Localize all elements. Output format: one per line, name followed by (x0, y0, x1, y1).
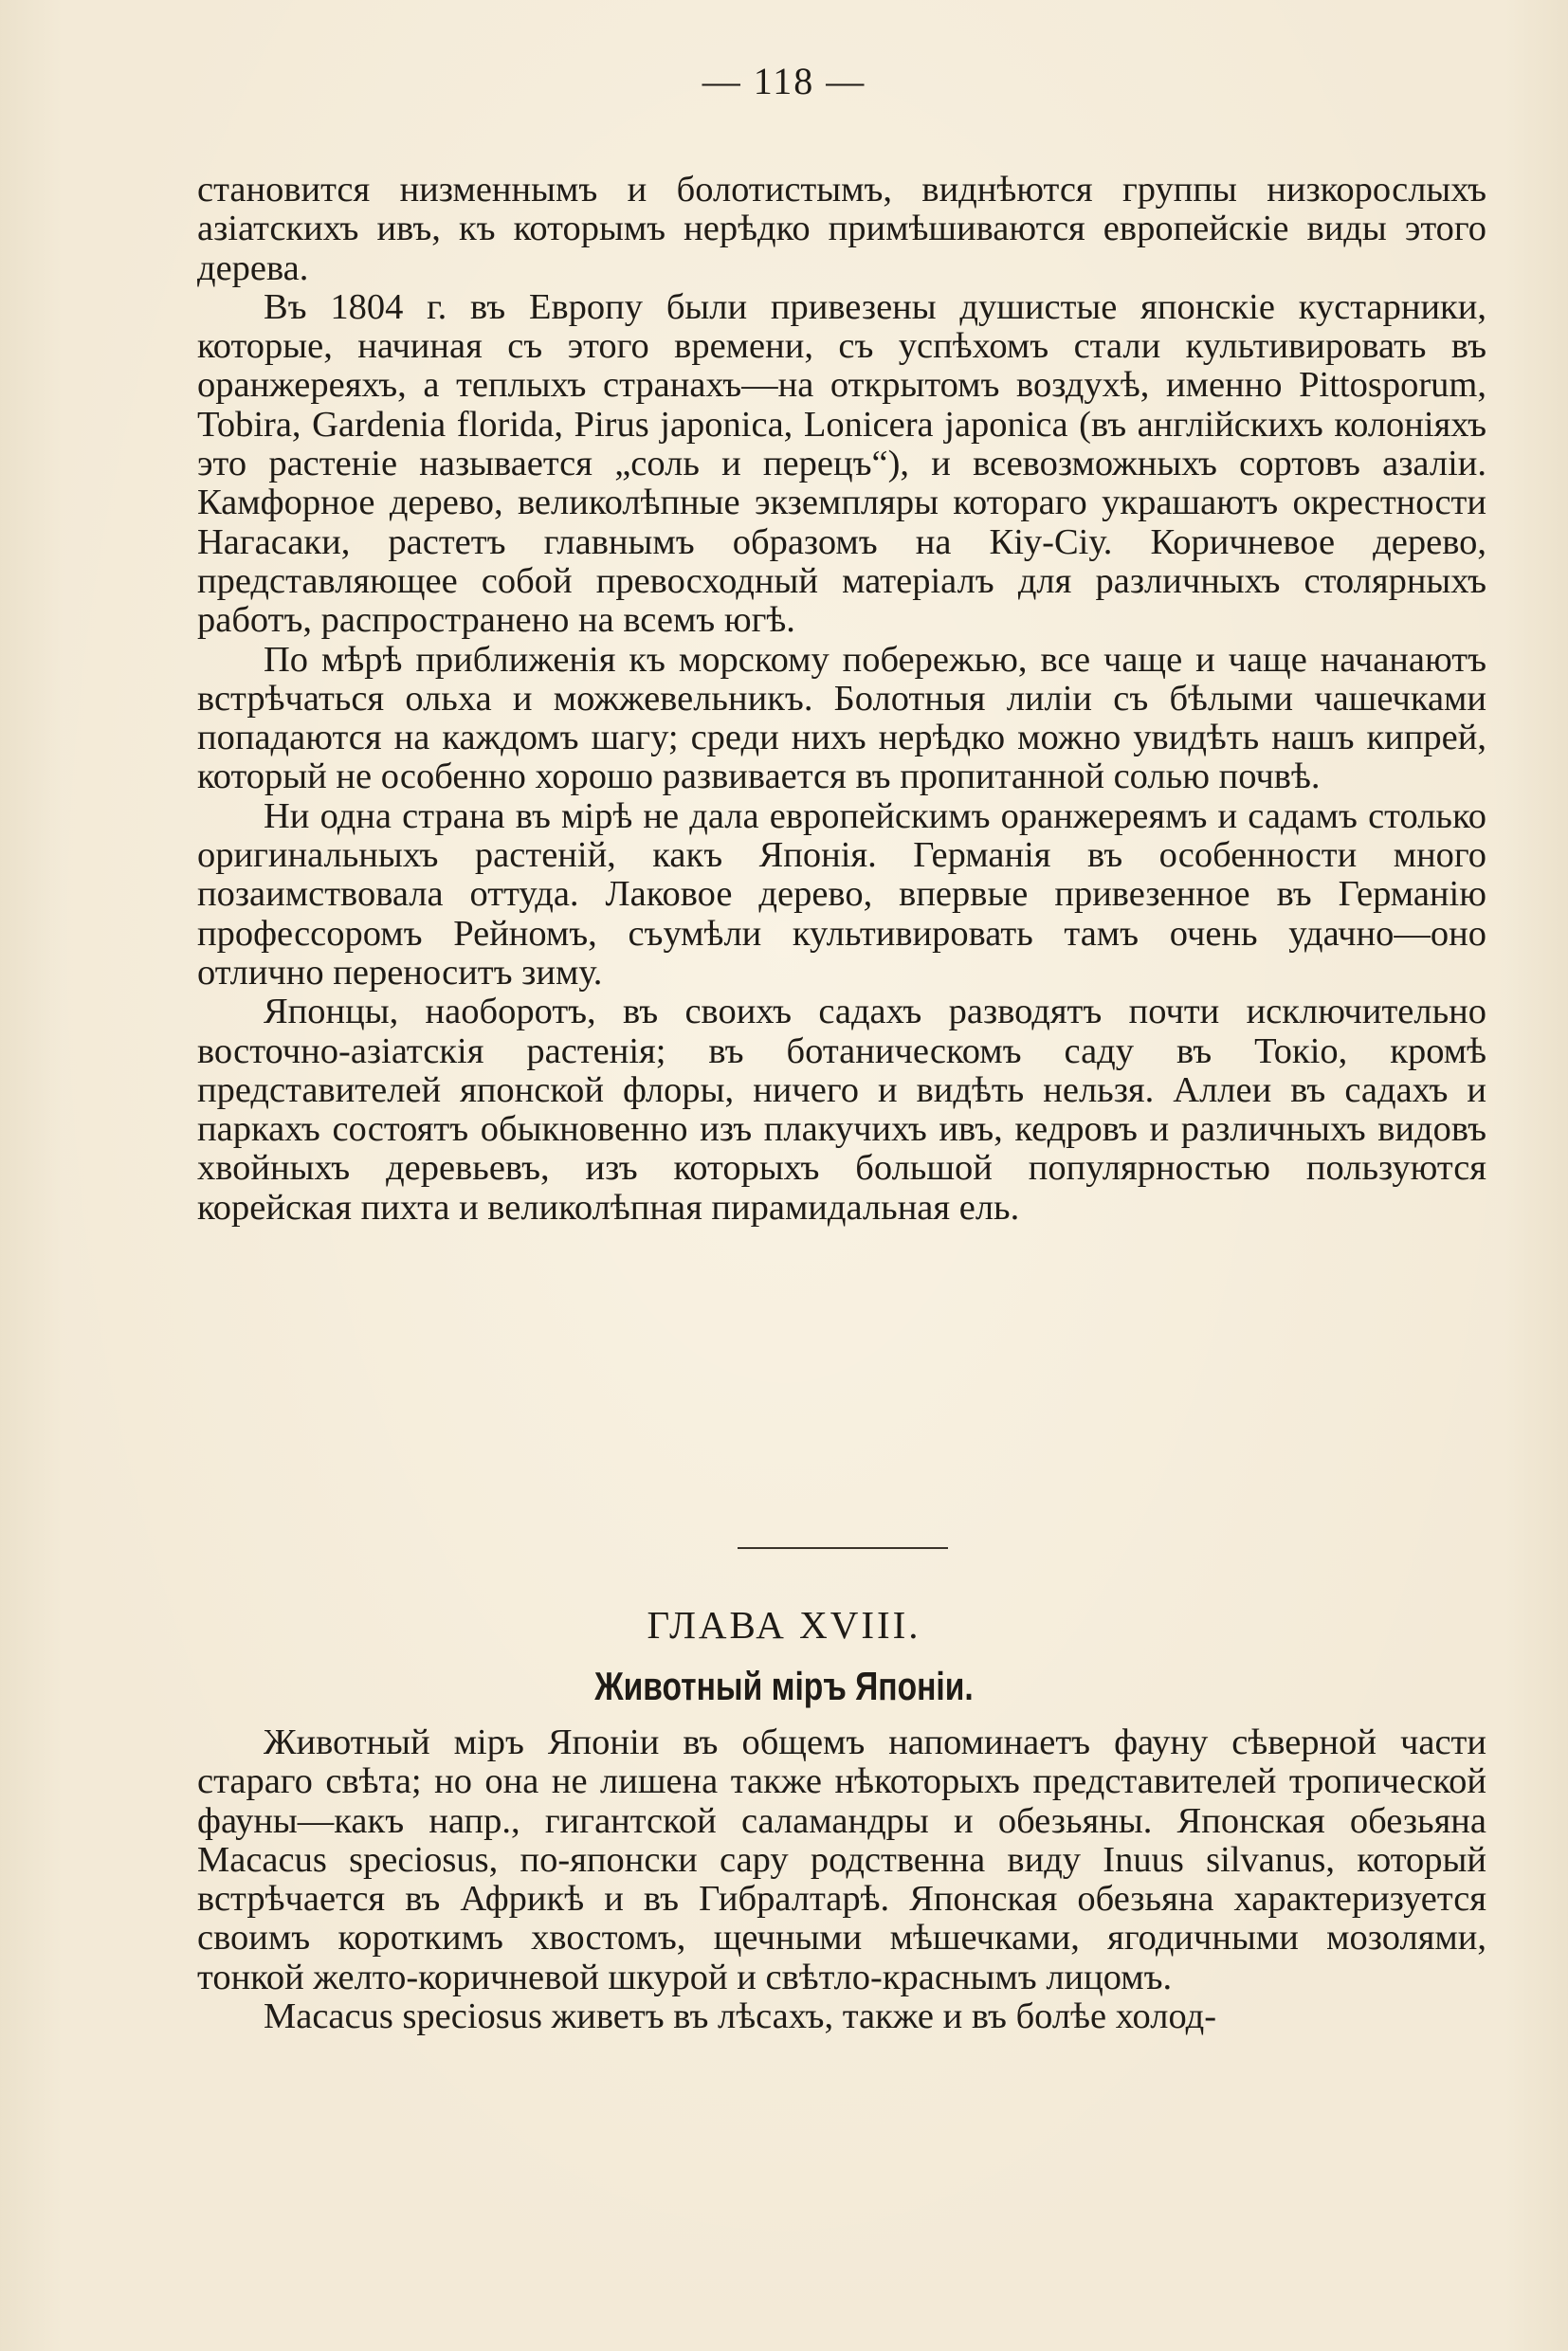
chapter-title: Животный міръ Японіи. (594, 1664, 974, 1708)
section-divider (738, 1547, 948, 1549)
paragraph-5: Японцы, наоборотъ, въ своихъ садахъ разводятъ почти исключительно восточно-азіатскія растенія; въ ботаническомъ саду въ Токіо, кромѣ представителей японской флоры, ничего и видѣть нельзя. Аллеи въ садахъ и паркахъ состоятъ обыкновенно изъ плакучихъ ивъ, кедровъ и различныхъ видовъ хвойныхъ деревьевъ, изъ которыхъ большой популярностью пользуются корейская пихта и великолѣпная пирамидальная ель. (197, 992, 1486, 1228)
chapter-label: ГЛАВА XVIII. (647, 1603, 921, 1647)
body-text-section-2 (197, 1723, 1486, 2036)
paragraph-7: Macacus speciosus живетъ въ лѣсахъ, также и въ болѣе холод- (264, 1996, 1217, 2037)
paragraph-3: По мѣрѣ приближенія къ морскому побережью, все чаще и чаще начанаютъ встрѣчаться ольха и можжевельникъ. Болотныя лиліи съ бѣлыми чашечками попадаются на каждомъ шагу; среди нихъ нерѣдко можно увидѣть нашъ кипрей, который не особенно хорошо развивается въ пропитанной солью почвѣ. (197, 639, 1486, 797)
paragraph-2: Въ 1804 г. въ Европу были привезены душистые японскіе кустарники, которые, начиная съ этого времени, съ успѣхомъ стали культивировать въ оранжереяхъ, а теплыхъ странахъ—на открытомъ воздухѣ, именно Pittosporum, Tobira, Gardenia florida, Pirus japonica, Lonicera japonica (въ англійскихъ колоніяхъ это растеніе называется „соль и перецъ“), и всевозможныхъ сортовъ азаліи. Камфорное дерево, великолѣпные экземпляры котораго украшаютъ окрестности Нагасаки, растетъ главнымъ образомъ на Кіу-Сіу. Коричневое дерево, представляющее собой превосходный матеріалъ для различныхъ столярныхъ работъ, распространено на всемъ югѣ. (197, 286, 1486, 641)
body-text-section-1 (197, 171, 1486, 1228)
paragraph-1: становится низменнымъ и болотистымъ, виднѣются группы низкорослыхъ азіатскихъ ивъ, къ которымъ нерѣдко примѣшиваются европейскіе виды этого дерева. (197, 170, 1486, 288)
paragraph-4: Ни одна страна въ мірѣ не дала европейскимъ оранжереямъ и садамъ столько оригинальныхъ растеній, какъ Японія. Германія въ особенности много позаимствовала оттуда. Лаковое дерево, впервые привезенное въ Германію профессоромъ Рейномъ, съумѣли культивировать тамъ очень удачно—оно отлично переноситъ зиму. (197, 795, 1486, 993)
paragraph-6: Животный міръ Японіи въ общемъ напоминаетъ фауну сѣверной части стараго свѣта; но она не лишена также нѣкоторыхъ представителей тропической фауны—какъ напр., гигантской саламандры и обезьяны. Японская обезьяна Macacus speciosus, по-японски сару родственна виду Inuus silvanus, который встрѣчается въ Африкѣ и въ Гибралтарѣ. Японская обезьяна характеризуется своимъ короткимъ хвостомъ, щечными мѣшечками, ягодичными мозолями, тонкой желто-коричневой шкурой и свѣтло-краснымъ лицомъ. (197, 1722, 1486, 1997)
page-number: — 118 — (702, 60, 866, 102)
